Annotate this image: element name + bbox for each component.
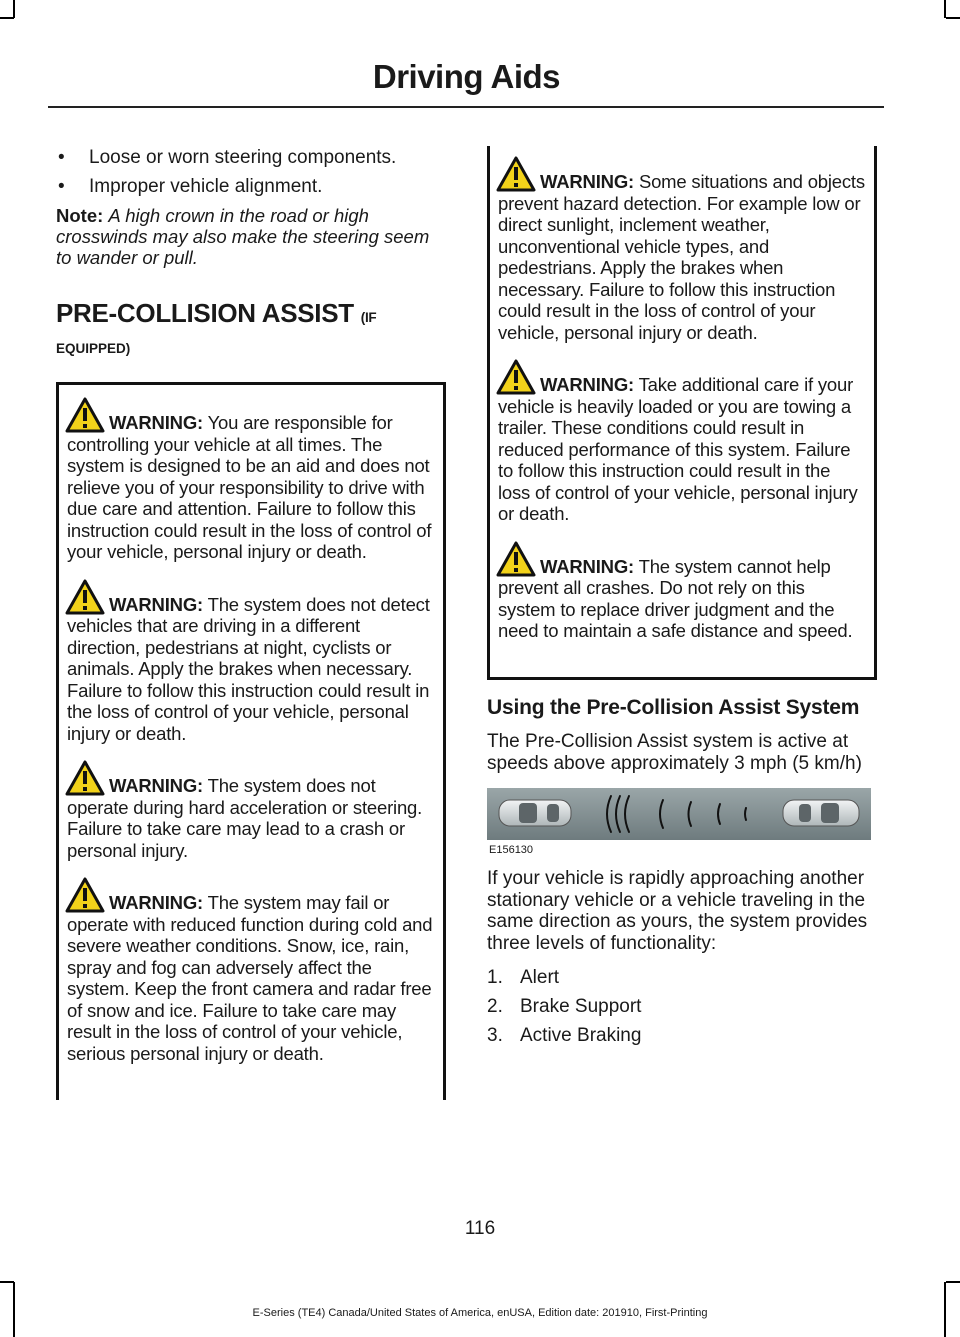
warning-text: The system does not operate during hard acceleration or steering. Failure to take care may lead to a crash or personal injury. [67,775,423,861]
warning-text: The system cannot help prevent all crashes. Do not rely on this system to replace driver judgment and the need to maintain a safe distance and speed. [498,555,853,641]
bullet-text: Loose or worn steering components. [89,147,397,168]
warning-box [487,146,877,680]
car-front-icon [783,800,859,826]
list-item [56,146,446,170]
warning-label: WARNING: [109,775,203,796]
list-item [56,175,446,199]
warning-text: The system may fail or operate with reduced function during cold and severe weather conditions. Snow, ice, rain, spray and fog can adversely affect the system. Keep the front camera and radar free of snow and ice. Failure to take care may result in the loss of control of your vehicle, serious personal injury or death. [67,892,433,1064]
section-title [56,298,446,329]
subsection-title: Using the Pre-Collision Assist System [487,696,860,719]
list-item [487,1024,877,1048]
warning-label: WARNING: [540,555,634,577]
paragraph: If your vehicle is rapidly approaching another stationary vehicle or a vehicle traveling in the same direction as yours, the system provides three levels of functionality: [487,868,868,954]
section-title-text: PRE-COLLISION ASSIST [56,298,354,328]
warning [498,156,866,343]
header-rule [48,106,884,108]
warning-triangle-icon [65,397,105,433]
section-title-suffix: (IF [360,310,377,325]
warning [67,397,435,563]
warning-text: You are responsible for controlling your vehicle at all times. The system is designed to be an aid and does not relieve you of your responsibility to drive with due care and attention. Failure to follow this instruction could result in the loss of control of your vehicle, personal injury or death. [67,412,432,562]
warning-text: Some situations and objects prevent hazard detection. For example low or direct sunlight, inclement weather, unconventional vehicle types, and pedestrians. Apply the brakes when necessary. Failure to follow this instruction could result in the loss of control of your vehicle, personal injury or death. [498,171,865,343]
note-text: A high crown in the road or high crosswinds may also make the steering seem to wander or pull. [56,205,430,268]
warning-box [56,382,446,1100]
crop-mark [944,0,946,18]
page-number: 116 [464,1218,496,1239]
figure-caption: E156130 [489,844,534,856]
section-title-suffix-2: EQUIPPED) [56,341,131,356]
bullet-dot: • [58,147,65,168]
warning-label: WARNING: [109,593,203,615]
list-item [487,966,877,990]
warning [498,359,866,525]
vehicle-radar-figure [487,788,871,840]
warning [67,877,435,1064]
bullet-text: Improper vehicle alignment. [89,176,323,197]
warning [67,760,435,861]
car-rear-icon [499,800,571,826]
list-number: 3. [487,1025,503,1046]
right-column [487,146,877,1053]
warning-triangle-icon [496,541,536,577]
left-column [56,146,446,1100]
warning-label: WARNING: [109,892,203,913]
numbered-list [487,966,877,1048]
warning-triangle-icon [496,156,536,192]
list-number: 2. [487,996,503,1017]
crop-mark [0,17,14,19]
paragraph: The Pre-Collision Assist system is active at speeds above approximately 3 mph (5 km/h) [487,731,862,774]
note-label: Note: [56,205,104,226]
warning [67,579,435,745]
crop-mark [946,17,960,19]
list-text: Active Braking [520,1025,642,1046]
warning [498,541,866,642]
warning-text: The system does not detect vehicles that are driving in a different direction, pedestrians at night, cyclists or animals. Apply the brakes when necessary. Failure to follow this instruction could result in the loss of control of your vehicle, personal injury or death. [67,593,430,744]
warning-triangle-icon [65,579,105,615]
warning-triangle-icon [496,359,536,395]
list-item [487,995,877,1019]
crop-mark [13,0,15,18]
note [56,205,446,268]
warning-triangle-icon [65,877,105,913]
list-text: Brake Support [520,996,642,1017]
bullet-dot: • [58,176,65,197]
footer-text: E-Series (TE4) Canada/United States of America, enUSA, Edition date: 201910, First-Printing [252,1307,708,1319]
crop-mark [0,1281,14,1283]
crop-mark [946,1281,960,1283]
page-title: Driving Aids [372,58,560,95]
warning-label: WARNING: [540,171,634,192]
warning-triangle-icon [65,760,105,796]
warning-label: WARNING: [540,374,634,395]
list-text: Alert [520,967,560,988]
warning-text: Take additional care if your vehicle is heavily loaded or you are towing a trailer. These conditions could result in reduced performance of this system. Failure to follow this instruction could result in the loss of control of your vehicle, personal injury or death. [498,374,858,524]
pre-collision-illustration [487,788,871,840]
warning-label: WARNING: [109,412,203,433]
list-number: 1. [487,967,503,988]
